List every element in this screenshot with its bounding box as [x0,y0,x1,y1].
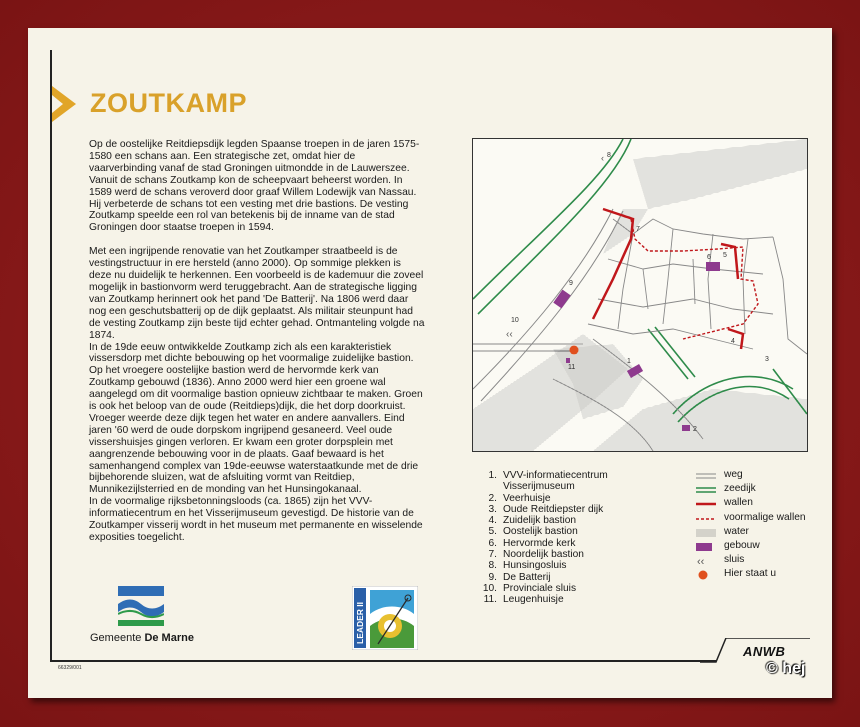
legend-row: Visserijmuseum [503,481,575,493]
legend-row: 7. Noordelijk bastion [488,549,584,561]
sea-dike-line [473,139,623,299]
wall-icon [696,499,716,509]
copyright-watermark: © hej [766,660,806,677]
sea-dike-line [655,327,695,377]
map-label: 9 [569,280,573,287]
map-legend-list [479,470,608,606]
legend-row: 9. De Batterij [488,571,551,583]
former-wall-line [631,219,758,339]
panel-left-rule [50,50,52,662]
lock-symbol: ‹‹ [506,329,513,340]
paragraph-4: In de voormalige rijksbetonningsloods (ca. 1865) zijn het VVV-informatiecentrum en het Visserijmuseum gevestigd. De historie van de Zoutkamper visserij wordt in het museum met permanente en wisselende exposities toegelicht. [89,496,423,543]
road-line-icon [696,471,716,481]
building [706,262,720,271]
lock-symbol: ‹ [601,153,604,163]
anwb-logo: ANWB [743,644,786,659]
legend-row: 1. VVV-informatiecentrum [488,470,608,481]
building [566,358,570,363]
sea-dike-line [648,329,688,379]
panel-code: 66329/001 [58,665,82,671]
map-label: 7 [636,226,640,233]
map-label: 11 [568,364,576,371]
sea-dike-icon [696,485,716,495]
panel-bottom-rule [50,660,716,662]
wall-line [721,244,738,279]
leader-logo [352,586,418,650]
water-icon [696,528,716,538]
map-label: 8 [607,152,611,159]
paragraph-2: Met een ingrijpende renovatie van het Zoutkamper straatbeeld is de vestingstructuur in ere hersteld (anno 2000). Op sommige plekken is deze nu duidelijk te herkennen. Een voorbeeld is de kademuur die zoveel mogelijk in bastionvorm werd teruggebracht. Aan de strategische ligging van Zoutkamp herinnert ook het pand 'De Batterij'. Na 1806 werd daar nog een geschutsbatterij op de dijk geplaatst. Als militair steunpunt had de vesting Zoutkamp zijn beste tijd echter gehad. Ontmanteling volgde na 1874. [89,246,425,341]
town-map [472,138,808,452]
legend-row: 2. Veerhuisje [488,492,551,504]
legend-row: 5. Oostelijk bastion [488,526,578,538]
legend-row: 6. Hervormde kerk [488,537,576,549]
lock-icon [696,556,716,566]
building [553,290,570,309]
legend-row: 3. Oude Reitdiepster dijk [488,503,604,515]
leader-text: LEADER II [355,601,365,644]
svg-text:‹‹: ‹‹ [697,556,705,567]
page-title: ZOUTKAMP [90,88,247,118]
paragraph-3: In de 19de eeuw ontwikkelde Zoutkamp zich als een karakteristiek vissersdorp met dichte bebouwing op het voormalige zuidelijke bastion. Op het vroegere oostelijke bastion werd de hervormde kerk van Zoutkamp gebouwd (1836). Anno 2000 werd hier een groene wal aangelegd om dit voormalige bastion opnieuw zichtbaar te maken. Groen is ook het beloop van de oude (Reitdieps)dijk, die het dorp doorkruist. Vroeger weerde deze dijk tegen het water en andere aanvallers. Eind jaren '60 werd de oude dorpskom ingrijpend gesaneerd. Veel oude vissershuisjes gingen verloren. Er kwam een groter dorpsplein met aangrenzende bebouwing voor in de plaats. Gaaf bewaard is het samenhangend complex van 19de-eeuwse waterstaatkunde met de drie bijbehorende sluizen, wat de afsluiting vormt van Reitdiep, Munnikezijlsterried en de monding van het Hunsingokanaal. [89,341,423,496]
former-wall-icon [696,514,716,524]
map-label: 10 [511,317,519,324]
title-arrow-notch [52,95,63,113]
you-are-here-marker [570,346,579,355]
map-label: 5 [723,252,727,259]
legend-row: 10. Provinciale sluis [482,582,577,594]
legend-row: 8. Hunsingosluis [488,560,567,572]
map-label: 3 [765,356,769,363]
you-are-here-icon [696,570,716,580]
map-label: 2 [693,426,697,433]
map-label: 6 [707,254,711,261]
building [682,425,690,431]
legend-row: 4. Zuidelijk bastion [488,515,577,527]
history-text [89,139,425,544]
paragraph-1: Op de oostelijke Reitdiepsdijk legden Spaanse troepen in de jaren 1575-1580 een schans aan. Een strategische zet, omdat hier de vaarverbinding vanaf de stad Groningen uitmondde in de Lauwerszee. Vanuit de schans Zoutkamp kon de scheepvaart beheerst worden. In 1589 werd de schans veroverd door graaf Willem Lodewijk van Nassau. Hij verbeterde de schans tot een vesting met drie bastions. De vesting Zoutkamp speelde een rol van betekenis bij de inname van de stad Groningen door staatse troepen in 1594. [89,139,420,234]
water-area [633,139,807,209]
municipality-name: Gemeente De Marne [90,632,194,644]
map-label: 4 [731,338,735,345]
municipality-logo [118,586,164,626]
legend-row: 11. Leugenhuisje [483,594,564,606]
building-icon [696,542,716,552]
map-label: 1 [627,358,631,365]
